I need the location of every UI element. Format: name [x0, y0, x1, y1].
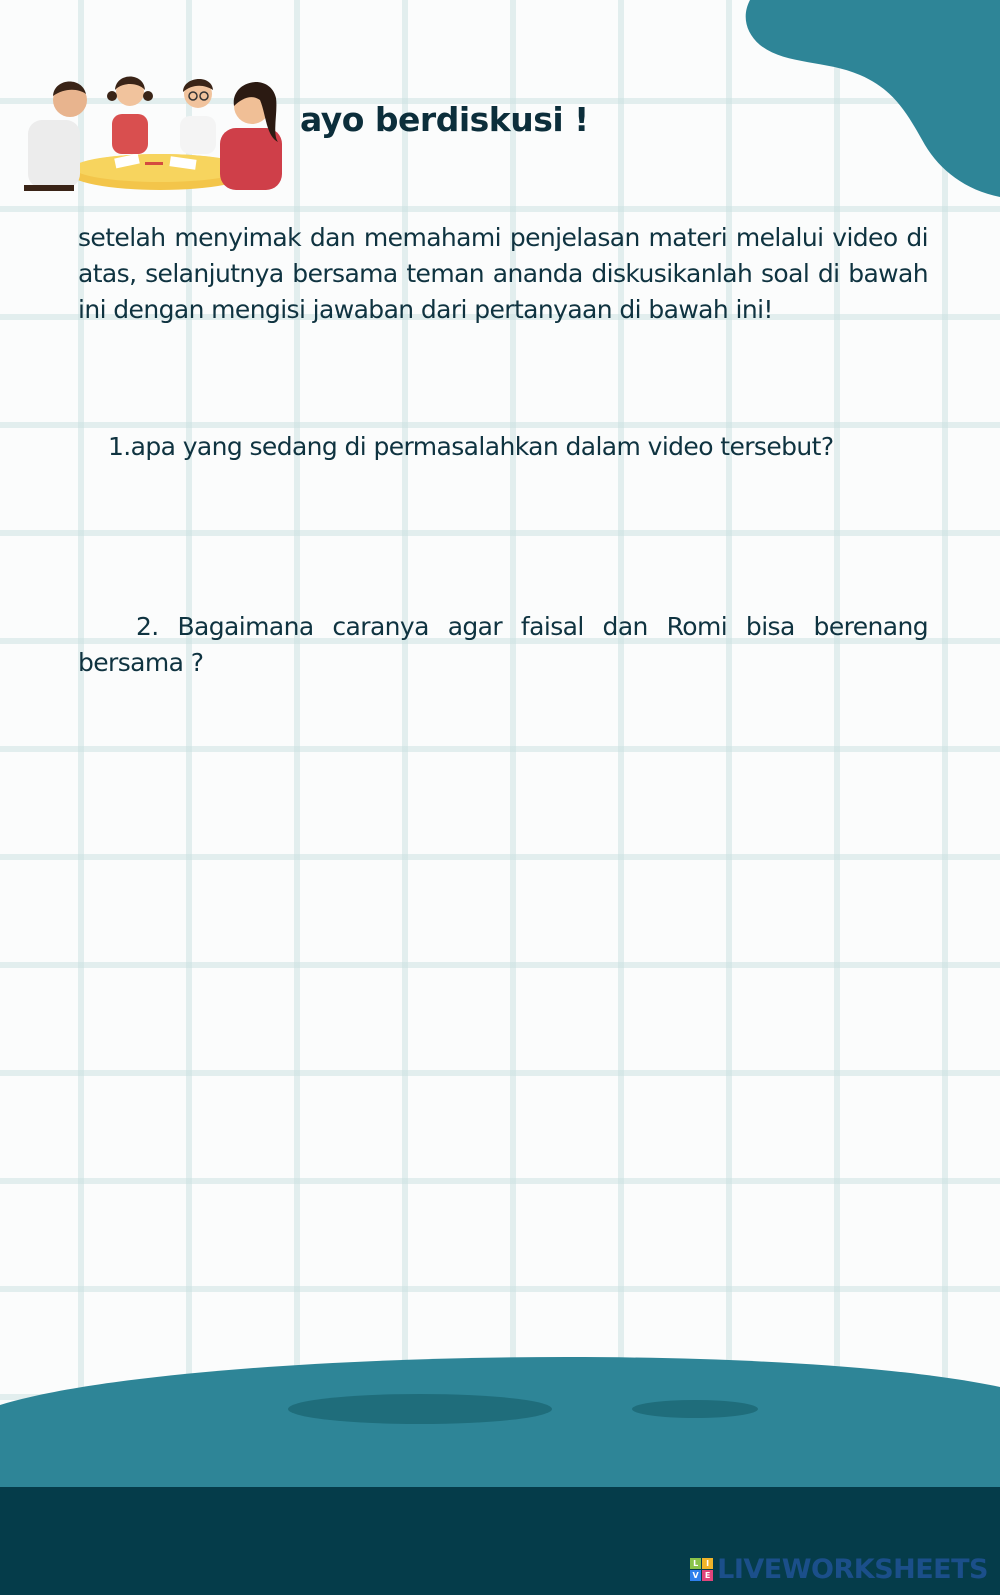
question-2: 2. Bagaimana caranya agar faisal dan Romi bisa berenang bersama ?	[78, 612, 928, 677]
liveworksheets-mark-icon: L I V E	[690, 1558, 713, 1581]
page-title: ayo berdiskusi !	[300, 100, 589, 139]
discussion-illustration	[20, 50, 290, 200]
liveworksheets-logo	[690, 1554, 988, 1585]
liveworksheets-wordmark: LIVEWORKSHEETS	[717, 1554, 988, 1585]
question-1: 1.apa yang sedang di permasalahkan dalam video tersebut?	[108, 432, 834, 461]
corner-blob-decoration	[730, 0, 1000, 200]
instruction-paragraph: setelah menyimak dan memahami penjelasan materi melalui video di atas, selanjutnya bersama teman ananda diskusikanlah soal di bawah ini dengan mengisi jawaban dari pertanyaan di bawah ini!	[78, 223, 928, 324]
